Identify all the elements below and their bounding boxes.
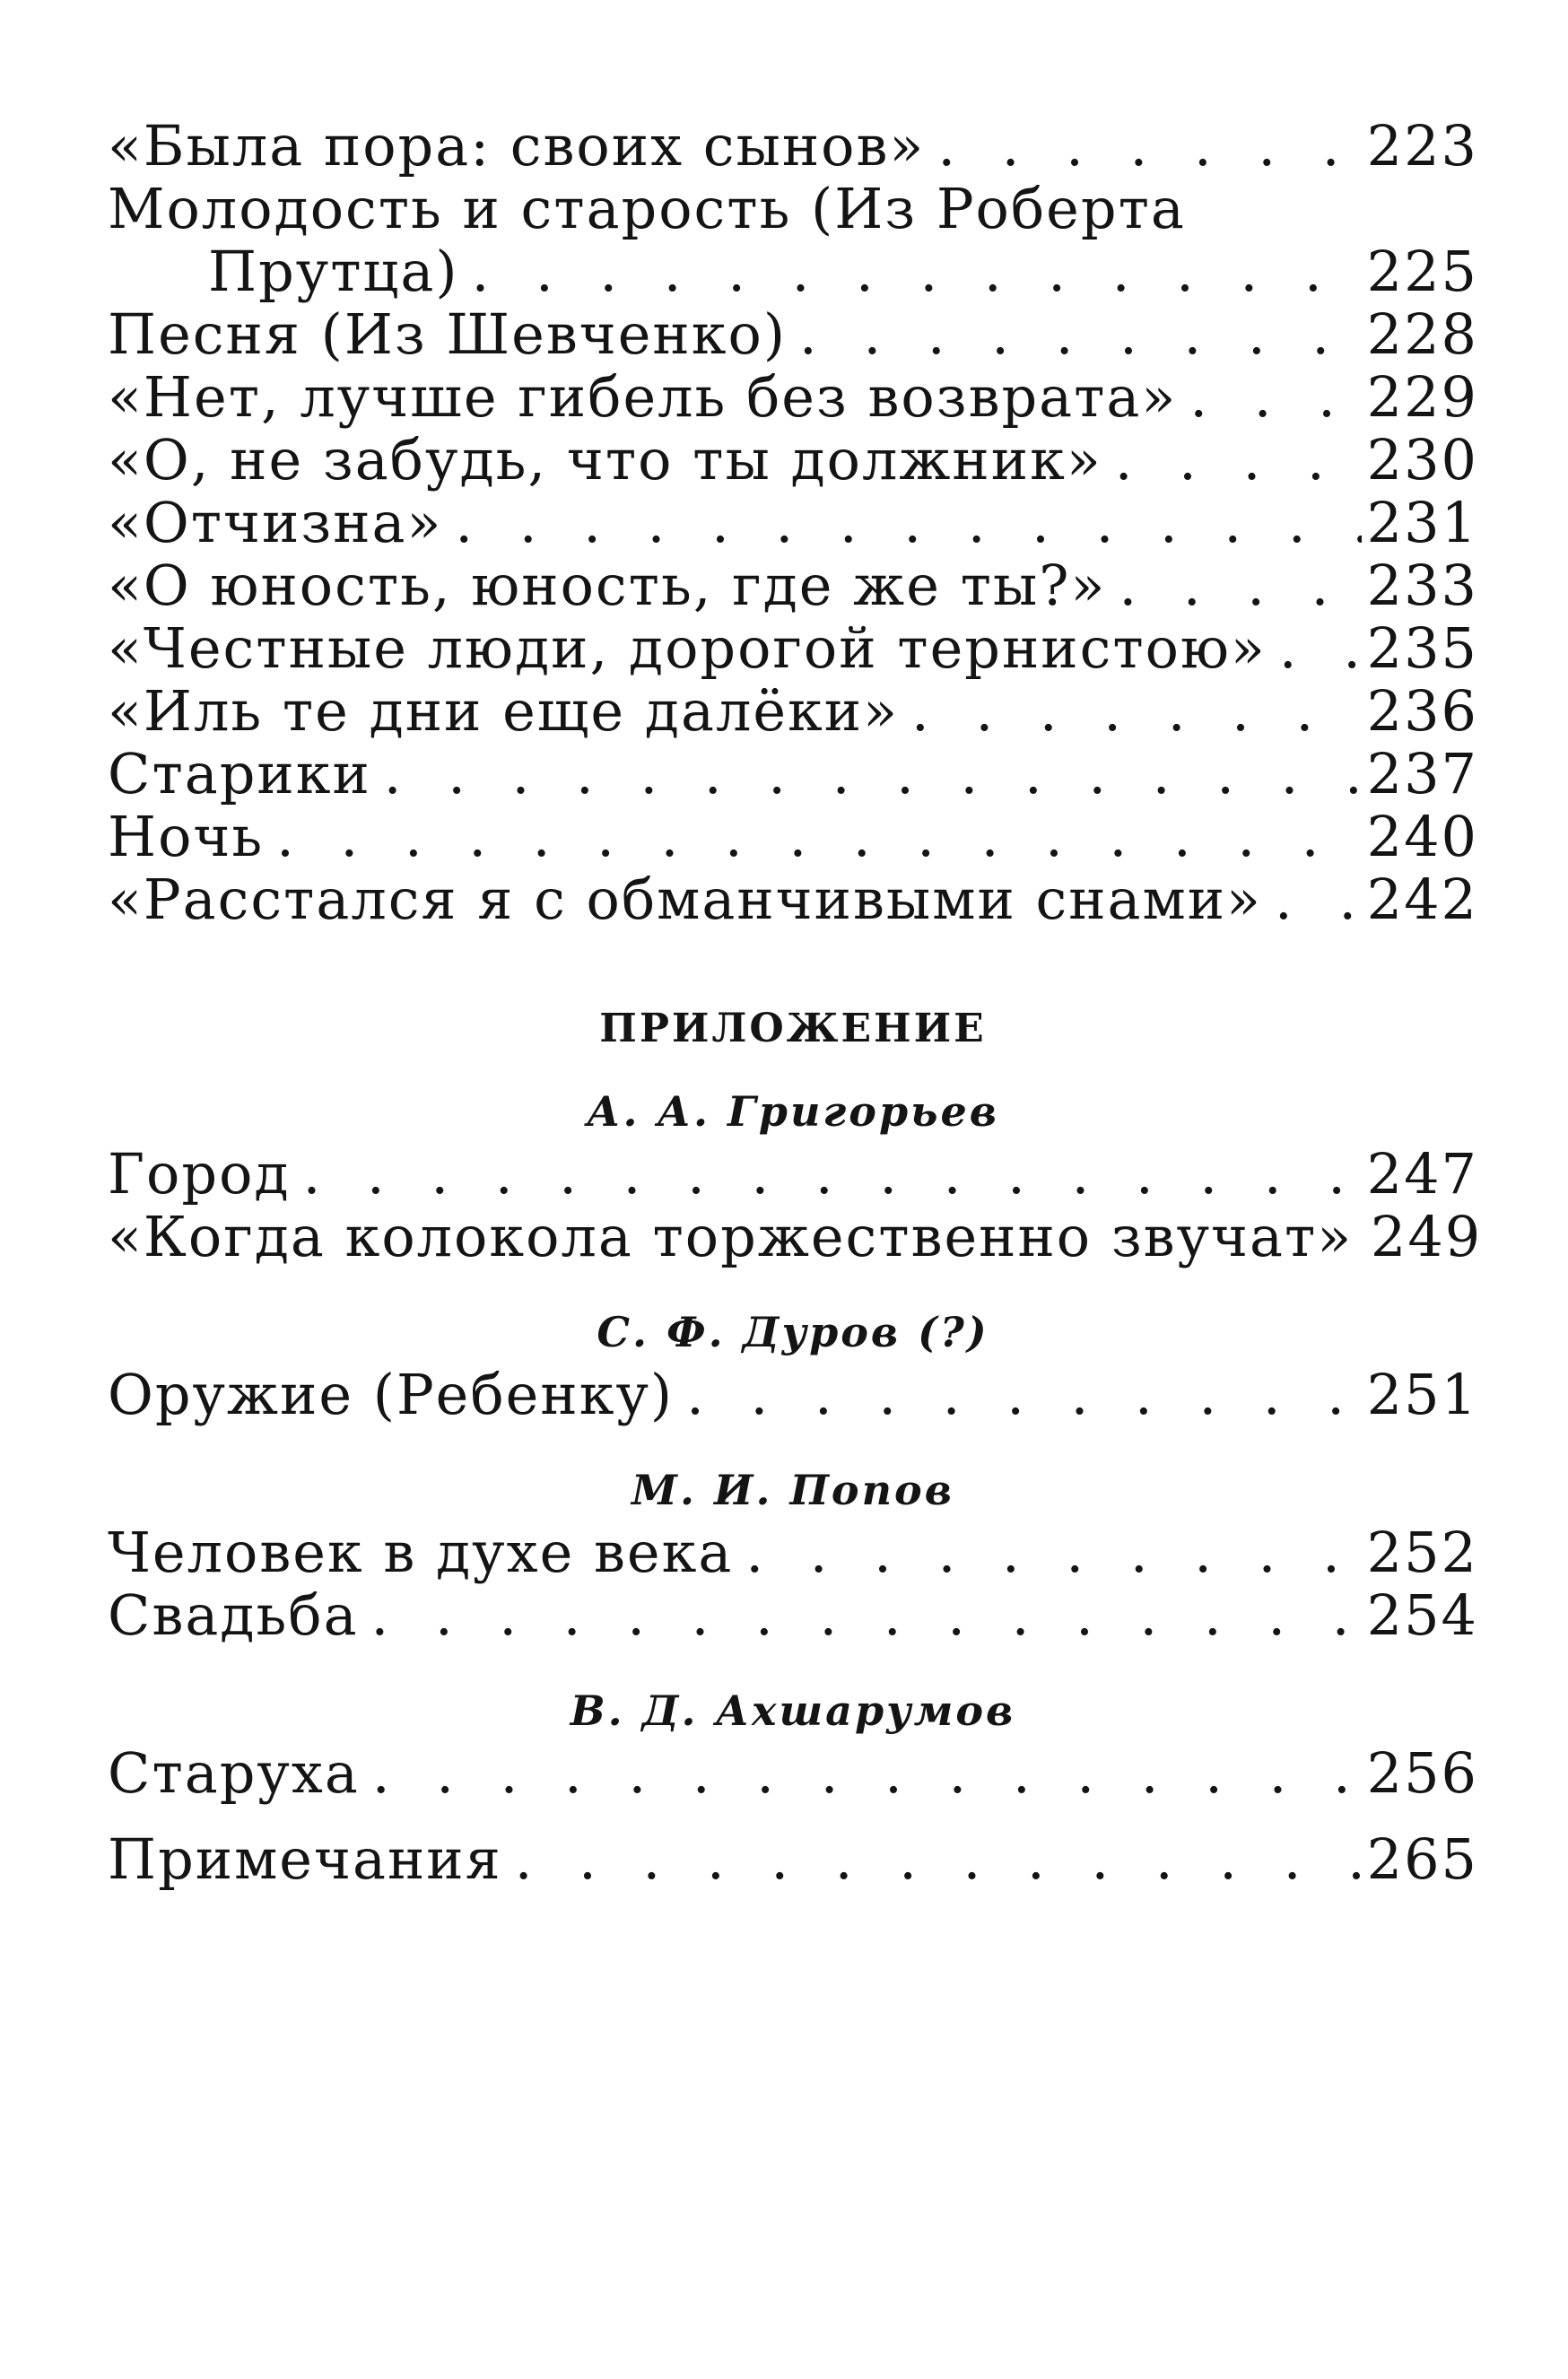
toc-entry[interactable]: [108, 617, 1478, 680]
toc-entry[interactable]: [108, 303, 1478, 366]
dot-leader: [291, 1143, 1362, 1206]
toc-entry[interactable]: [108, 868, 1478, 931]
toc-entry-first-line[interactable]: [108, 178, 1478, 240]
entry-page-number: 236: [1366, 678, 1478, 744]
toc-entry[interactable]: [108, 115, 1478, 178]
appendix-heading: ПРИЛОЖЕНИЕ: [599, 1006, 987, 1051]
entry-title: Молодость и старость (Из Роберта: [108, 176, 1186, 241]
entry-page-number: 240: [1366, 804, 1478, 869]
toc-entry[interactable]: [108, 743, 1478, 806]
entry-title: Ночь: [108, 804, 265, 869]
entry-page-number: 225: [1366, 239, 1478, 304]
entry-title: Старуха: [108, 1740, 360, 1806]
entry-title: Свадьба: [108, 1582, 359, 1648]
entry-page-number: 235: [1366, 615, 1478, 681]
dot-leader: [1177, 366, 1362, 429]
entry-title: «Отчизна»: [108, 490, 443, 555]
entry-title: «Честные люди, дорогой тернистою»: [108, 615, 1267, 681]
dot-leader: [925, 115, 1362, 178]
entry-page-number: 229: [1366, 364, 1478, 430]
entry-title: «О юность, юность, где же ты?»: [108, 553, 1107, 618]
toc-entry[interactable]: [108, 1584, 1478, 1647]
entry-page-number: 254: [1366, 1582, 1478, 1648]
entry-page-number: 251: [1366, 1362, 1478, 1427]
entry-title: «О, не забудь, что ты должник»: [108, 427, 1102, 492]
dot-leader: [360, 1742, 1362, 1805]
entry-title: Песня (Из Шевченко): [108, 301, 788, 367]
dot-leader: [371, 743, 1362, 806]
dot-leader: [899, 680, 1362, 743]
entry-title: Человек в духе века: [108, 1520, 734, 1585]
entry-title: «Иль те дни еще далёки»: [108, 678, 900, 744]
dot-leader: [787, 303, 1362, 366]
toc-entry[interactable]: [108, 1521, 1478, 1584]
entry-page-number: 230: [1366, 427, 1478, 492]
toc-entry[interactable]: [108, 806, 1478, 868]
toc-entry[interactable]: [108, 1742, 1478, 1805]
toc-entry[interactable]: [108, 1143, 1478, 1206]
entry-page-number: 247: [1366, 1141, 1478, 1207]
entry-page-number: 231: [1366, 490, 1478, 555]
toc-entry-notes[interactable]: [108, 1828, 1478, 1891]
toc-entry[interactable]: [108, 554, 1478, 617]
table-of-contents: [108, 113, 1483, 1892]
dot-leader: [442, 492, 1362, 554]
toc-entry-continuation[interactable]: [108, 240, 1478, 303]
entry-title: «Когда колокола торжественно звучат»: [108, 1204, 1354, 1269]
toc-entry[interactable]: [108, 366, 1478, 429]
entry-page-number: 252: [1366, 1520, 1478, 1585]
dot-leader: [359, 1584, 1362, 1647]
entry-page-number: 233: [1366, 553, 1478, 618]
dot-leader: [459, 240, 1362, 303]
entry-page-number: 265: [1366, 1826, 1478, 1892]
entry-page-number: 237: [1366, 741, 1478, 806]
entry-page-number: 228: [1366, 301, 1478, 367]
dot-leader: [1353, 1206, 1365, 1268]
entry-title: Примечания: [108, 1826, 502, 1892]
dot-leader: [674, 1364, 1362, 1426]
entry-title: «Была пора: своих сынов»: [108, 113, 926, 179]
author-heading: В. Д. Ахшарумов: [570, 1686, 1016, 1735]
dot-leader: [1106, 554, 1362, 617]
author-heading: А. А. Григорьев: [587, 1087, 999, 1136]
entry-page-number: 249: [1370, 1204, 1483, 1269]
entry-page-number: 223: [1366, 113, 1478, 179]
entry-title: Старики: [108, 741, 371, 806]
entry-title: «Расстался я с обманчивыми снами»: [108, 867, 1262, 932]
dot-leader: [264, 806, 1362, 868]
author-heading: С. Ф. Дуров (?): [597, 1308, 989, 1356]
dot-leader: [1262, 868, 1362, 931]
dot-leader: [502, 1828, 1362, 1891]
dot-leader: [1267, 617, 1362, 680]
entry-page-number: 256: [1366, 1740, 1478, 1806]
entry-title-continued: Прутца): [208, 239, 459, 304]
toc-entry[interactable]: [108, 680, 1478, 743]
toc-entry[interactable]: [108, 429, 1478, 492]
toc-entry[interactable]: [108, 1364, 1478, 1426]
dot-leader: [1102, 429, 1362, 492]
entry-page-number: 242: [1366, 867, 1478, 932]
dot-leader: [733, 1521, 1362, 1584]
toc-entry[interactable]: [108, 492, 1478, 554]
entry-title: «Нет, лучше гибель без возврата»: [108, 364, 1178, 430]
toc-entry[interactable]: [108, 1204, 1483, 1269]
author-heading: М. И. Попов: [632, 1466, 954, 1514]
entry-title: Оружие (Ребенку): [108, 1362, 675, 1427]
entry-title: Город: [108, 1141, 291, 1207]
